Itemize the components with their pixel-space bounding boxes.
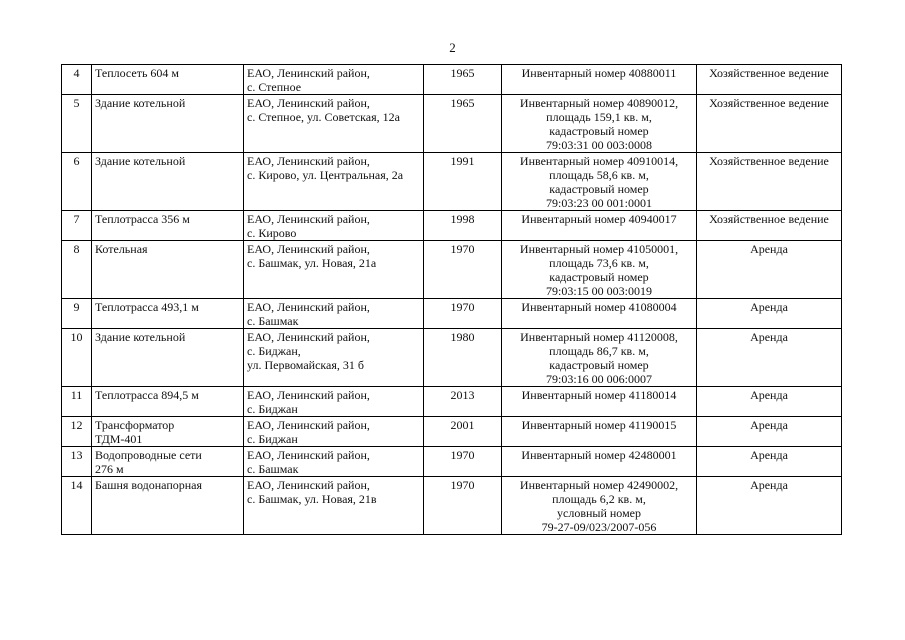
address-cell xyxy=(244,95,424,153)
object-name-cell xyxy=(92,211,244,241)
inventory-info-line: площадь 86,7 кв. м, xyxy=(549,344,649,358)
inventory-info-line: Инвентарный номер 40940017 xyxy=(521,212,677,226)
inventory-info-line: Инвентарный номер 42490002, xyxy=(519,478,679,492)
inventory-info-cell xyxy=(502,417,697,447)
address-line: с. Степное xyxy=(247,80,302,94)
address-line: ЕАО, Ленинский район, xyxy=(247,330,370,344)
address-cell xyxy=(244,241,424,299)
table-row xyxy=(62,477,842,535)
inventory-info-line: Инвентарный номер 41190015 xyxy=(521,418,677,432)
inventory-info-line: условный номер xyxy=(557,506,641,520)
address-line: с. Биджан xyxy=(247,402,298,416)
object-name-line: Теплосеть 604 м xyxy=(95,66,180,80)
inventory-info-line: кадастровый номер xyxy=(549,182,649,196)
object-name-line: 276 м xyxy=(95,462,124,476)
inventory-info-line: Инвентарный номер 40910014, xyxy=(519,154,679,168)
address-line: с. Степное, ул. Советская, 12а xyxy=(247,110,400,124)
ownership-right-cell: Аренда xyxy=(697,329,842,387)
row-number-cell: 10 xyxy=(62,329,92,387)
address-cell xyxy=(244,477,424,535)
object-name-cell xyxy=(92,153,244,211)
ownership-right-cell: Аренда xyxy=(697,299,842,329)
row-number-cell: 12 xyxy=(62,417,92,447)
inventory-info-line: площадь 6,2 кв. м, xyxy=(552,492,646,506)
table-row xyxy=(62,387,842,417)
address-cell xyxy=(244,329,424,387)
table-row xyxy=(62,299,842,329)
address-line: с. Башмак, ул. Новая, 21а xyxy=(247,256,377,270)
table-row xyxy=(62,241,842,299)
object-name-line: Теплотрасса 356 м xyxy=(95,212,190,226)
address-cell xyxy=(244,417,424,447)
row-number-cell: 13 xyxy=(62,447,92,477)
inventory-info-cell xyxy=(502,299,697,329)
year-cell: 1998 xyxy=(424,211,502,241)
year-cell: 1970 xyxy=(424,299,502,329)
row-number-cell: 5 xyxy=(62,95,92,153)
ownership-right-cell: Аренда xyxy=(697,241,842,299)
address-cell xyxy=(244,211,424,241)
inventory-info-line: 79:03:23 00 001:0001 xyxy=(545,196,652,210)
inventory-info-line: площадь 159,1 кв. м, xyxy=(546,110,652,124)
year-cell: 1965 xyxy=(424,65,502,95)
object-name-line: Здание котельной xyxy=(95,154,186,168)
address-cell xyxy=(244,153,424,211)
row-number-cell: 14 xyxy=(62,477,92,535)
ownership-right-cell: Аренда xyxy=(697,477,842,535)
inventory-info-line: 79:03:15 00 003:0019 xyxy=(545,284,652,298)
inventory-info-cell xyxy=(502,95,697,153)
table-row xyxy=(62,153,842,211)
address-line: ЕАО, Ленинский район, xyxy=(247,242,370,256)
object-name-cell xyxy=(92,447,244,477)
address-cell xyxy=(244,387,424,417)
address-cell xyxy=(244,299,424,329)
object-name-cell xyxy=(92,299,244,329)
inventory-info-line: кадастровый номер xyxy=(549,358,649,372)
inventory-info-line: Инвентарный номер 41180014 xyxy=(521,388,677,402)
year-cell: 1991 xyxy=(424,153,502,211)
row-number-cell: 8 xyxy=(62,241,92,299)
year-cell: 1970 xyxy=(424,241,502,299)
object-name-line: Здание котельной xyxy=(95,330,186,344)
address-line: с. Биджан xyxy=(247,432,298,446)
row-number-cell: 7 xyxy=(62,211,92,241)
year-cell: 1970 xyxy=(424,477,502,535)
object-name-line: Котельная xyxy=(95,242,148,256)
ownership-right-cell: Хозяйственное ведение xyxy=(697,153,842,211)
table-row xyxy=(62,447,842,477)
inventory-info-line: площадь 58,6 кв. м, xyxy=(549,168,649,182)
object-name-cell xyxy=(92,387,244,417)
address-cell xyxy=(244,447,424,477)
address-line: ЕАО, Ленинский район, xyxy=(247,388,370,402)
row-number-cell: 6 xyxy=(62,153,92,211)
address-line: ЕАО, Ленинский район, xyxy=(247,300,370,314)
inventory-info-cell xyxy=(502,447,697,477)
ownership-right-cell: Хозяйственное ведение xyxy=(697,65,842,95)
address-cell xyxy=(244,65,424,95)
year-cell: 1980 xyxy=(424,329,502,387)
ownership-right-cell: Аренда xyxy=(697,417,842,447)
object-name-cell xyxy=(92,477,244,535)
inventory-info-cell xyxy=(502,329,697,387)
address-line: ЕАО, Ленинский район, xyxy=(247,478,370,492)
row-number-cell: 4 xyxy=(62,65,92,95)
ownership-right-cell: Хозяйственное ведение xyxy=(697,211,842,241)
address-line: ул. Первомайская, 31 б xyxy=(247,358,364,372)
inventory-info-line: кадастровый номер xyxy=(549,124,649,138)
inventory-info-cell xyxy=(502,477,697,535)
ownership-right-cell: Аренда xyxy=(697,387,842,417)
ownership-right-cell: Хозяйственное ведение xyxy=(697,95,842,153)
object-name-cell xyxy=(92,65,244,95)
address-line: ЕАО, Ленинский район, xyxy=(247,66,370,80)
inventory-info-cell xyxy=(502,241,697,299)
inventory-info-cell xyxy=(502,65,697,95)
table-body xyxy=(62,65,842,535)
address-line: ЕАО, Ленинский район, xyxy=(247,418,370,432)
table-row xyxy=(62,95,842,153)
year-cell: 1970 xyxy=(424,447,502,477)
object-name-line: ТДМ-401 xyxy=(95,432,143,446)
inventory-info-line: 79-27-09/023/2007-056 xyxy=(541,520,657,534)
object-name-line: Водопроводные сети xyxy=(95,448,202,462)
inventory-info-cell xyxy=(502,387,697,417)
table-row xyxy=(62,329,842,387)
inventory-info-cell xyxy=(502,211,697,241)
address-line: с. Биджан, xyxy=(247,344,301,358)
address-line: ЕАО, Ленинский район, xyxy=(247,96,370,110)
inventory-info-line: Инвентарный номер 42480001 xyxy=(521,448,677,462)
inventory-info-line: Инвентарный номер 41050001, xyxy=(519,242,679,256)
inventory-info-line: площадь 73,6 кв. м, xyxy=(549,256,649,270)
row-number-cell: 11 xyxy=(62,387,92,417)
object-name-cell xyxy=(92,95,244,153)
year-cell: 2001 xyxy=(424,417,502,447)
inventory-info-line: кадастровый номер xyxy=(549,270,649,284)
inventory-info-line: Инвентарный номер 41080004 xyxy=(521,300,677,314)
address-line: с. Башмак, ул. Новая, 21в xyxy=(247,492,377,506)
ownership-right-cell: Аренда xyxy=(697,447,842,477)
table-row xyxy=(62,417,842,447)
object-name-cell xyxy=(92,241,244,299)
year-cell: 1965 xyxy=(424,95,502,153)
inventory-info-line: Инвентарный номер 41120008, xyxy=(520,330,678,344)
address-line: ЕАО, Ленинский район, xyxy=(247,154,370,168)
page-number: 2 xyxy=(449,40,456,55)
year-cell: 2013 xyxy=(424,387,502,417)
table-row xyxy=(62,211,842,241)
inventory-info-cell xyxy=(502,153,697,211)
object-name-cell xyxy=(92,329,244,387)
object-name-line: Башня водонапорная xyxy=(95,478,203,492)
object-name-cell xyxy=(92,417,244,447)
address-line: ЕАО, Ленинский район, xyxy=(247,212,370,226)
address-line: с. Башмак xyxy=(247,462,299,476)
address-line: с. Кирово xyxy=(247,226,297,240)
address-line: с. Башмак xyxy=(247,314,299,328)
row-number-cell: 9 xyxy=(62,299,92,329)
object-name-line: Теплотрасса 894,5 м xyxy=(95,388,199,402)
object-name-line: Трансформатор xyxy=(95,418,175,432)
inventory-info-line: 79:03:31 00 003:0008 xyxy=(545,138,652,152)
address-line: с. Кирово, ул. Центральная, 2а xyxy=(247,168,404,182)
table-row xyxy=(62,65,842,95)
property-register-table xyxy=(61,64,842,535)
inventory-info-line: Инвентарный номер 40890012, xyxy=(519,96,679,110)
inventory-info-line: 79:03:16 00 006:0007 xyxy=(545,372,652,386)
address-line: ЕАО, Ленинский район, xyxy=(247,448,370,462)
object-name-line: Теплотрасса 493,1 м xyxy=(95,300,199,314)
object-name-line: Здание котельной xyxy=(95,96,186,110)
inventory-info-line: Инвентарный номер 40880011 xyxy=(521,66,677,80)
